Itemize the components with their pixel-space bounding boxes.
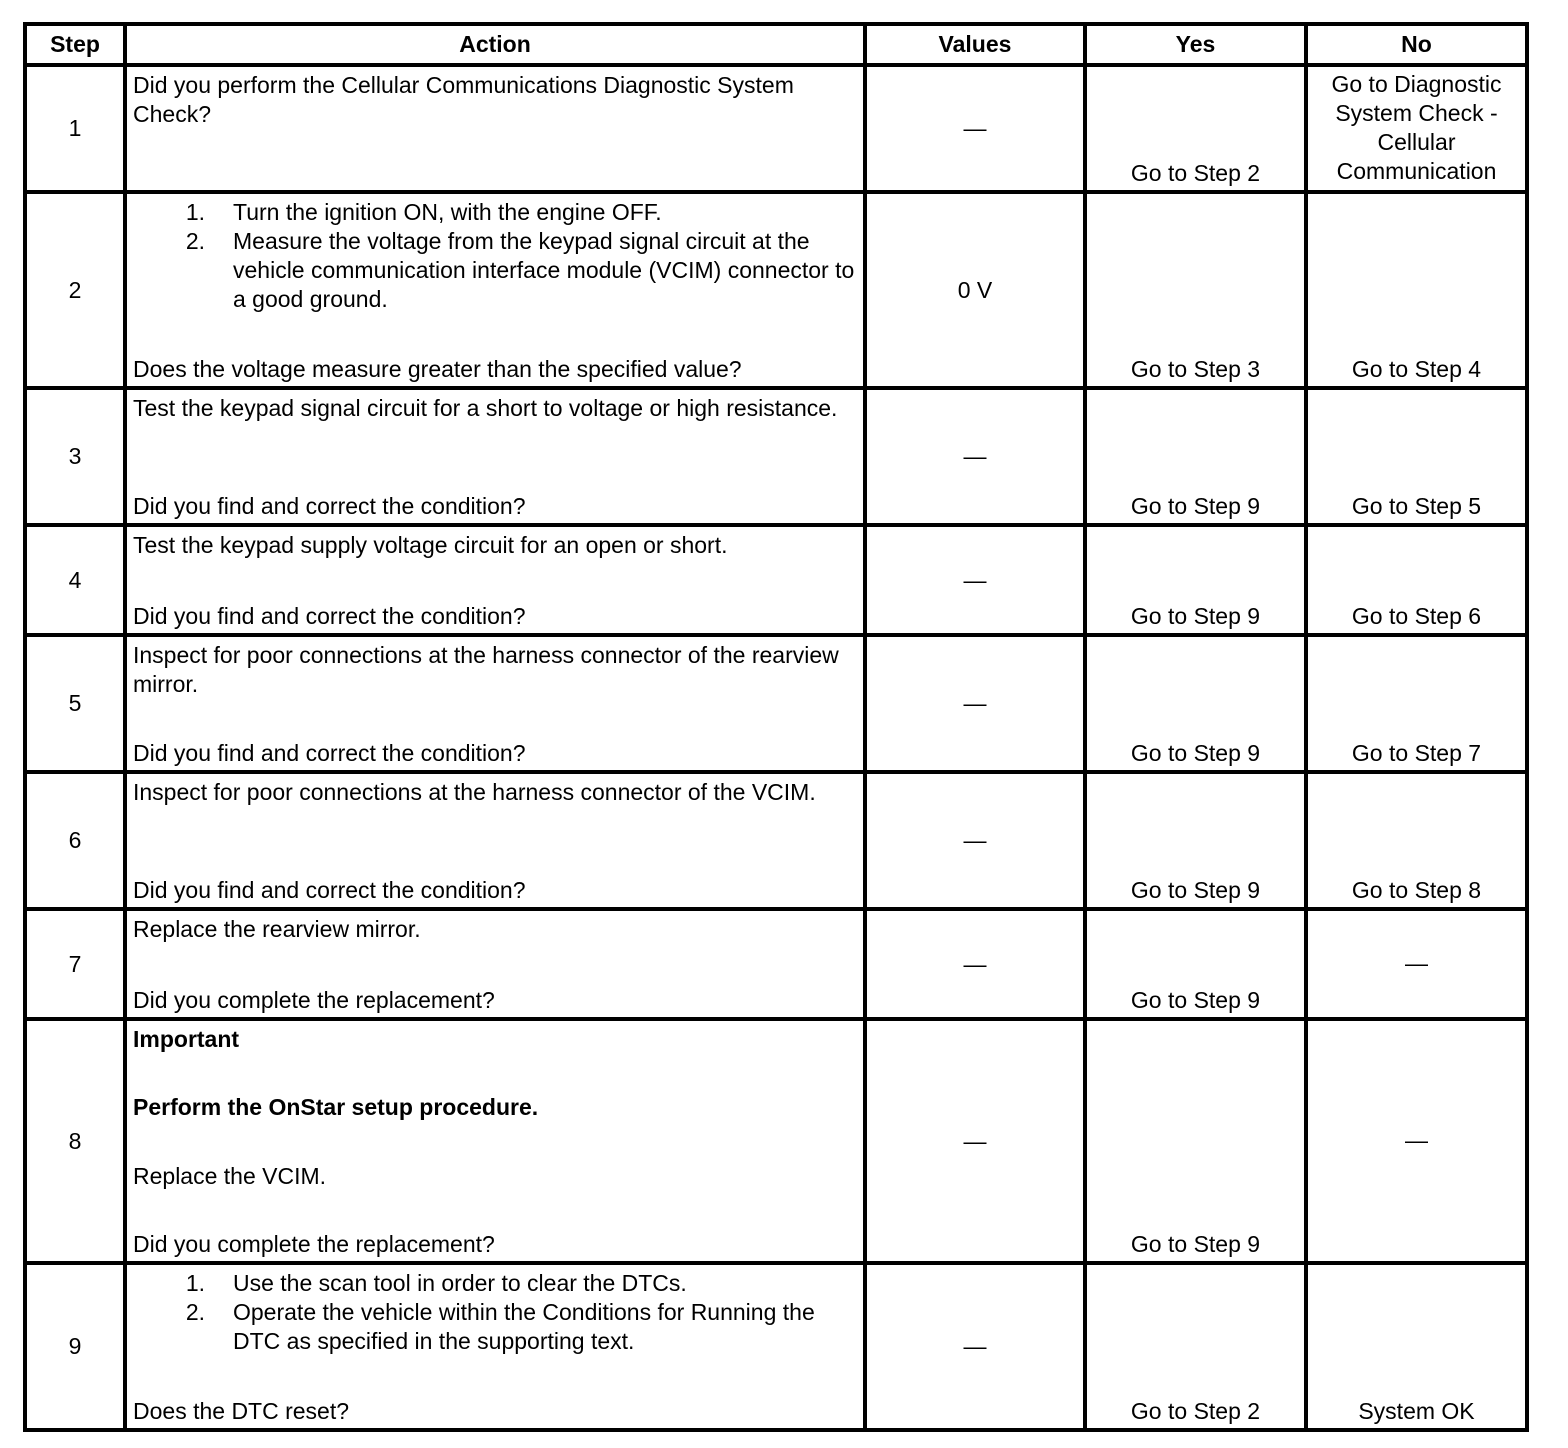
table-row [25,909,1527,1019]
diagnostic-table [23,22,1529,1432]
action-cell [125,772,865,909]
list-number: 2. [185,1299,205,1325]
action-list [133,1269,857,1356]
value-cell: — [865,525,1085,635]
action-cell [125,525,865,635]
action-cell [125,1019,865,1263]
action-question: Does the DTC reset? [133,1398,350,1424]
action-question: Did you find and correct the condition? [133,603,526,629]
yes-cell: Go to Step 9 [1085,772,1306,909]
step-number: 9 [25,1263,125,1430]
value-cell: — [865,65,1085,192]
list-item [133,227,857,314]
list-number: 1. [185,1270,205,1296]
no-cell: Go to Step 5 [1306,388,1527,525]
header-values: Values [865,24,1085,65]
list-text: Operate the vehicle within the Conditions for Running the DTC as specified in the supporting text. [233,1299,815,1354]
list-text: Turn the ignition ON, with the engine OFF. [233,199,662,225]
value-cell: — [865,635,1085,772]
value-cell: — [865,1019,1085,1263]
header-yes: Yes [1085,24,1306,65]
important-text: Perform the OnStar setup procedure. [133,1094,539,1121]
list-item [133,1269,857,1298]
header-step: Step [25,24,125,65]
action-text: Test the keypad signal circuit for a short to voltage or high resistance. [133,395,838,421]
table-row [25,1263,1527,1430]
step-number: 3 [25,388,125,525]
action-text: Inspect for poor connections at the harness connector of the rearview mirror. [133,642,839,697]
action-question: Did you complete the replacement? [133,1230,495,1257]
action-list [133,198,857,314]
step-number: 6 [25,772,125,909]
step-number: 8 [25,1019,125,1263]
list-item [133,198,857,227]
no-cell: Go to Step 4 [1306,192,1527,388]
yes-cell: Go to Step 2 [1085,65,1306,192]
action-text: Replace the VCIM. [133,1162,327,1189]
header-action: Action [125,24,865,65]
action-cell [125,1263,865,1430]
value-cell: — [865,1263,1085,1430]
list-number: 2. [185,228,205,254]
value-cell: — [865,909,1085,1019]
table-row [25,635,1527,772]
no-cell: Go to Step 7 [1306,635,1527,772]
yes-cell: Go to Step 9 [1085,1019,1306,1263]
table-row [25,388,1527,525]
header-no: No [1306,24,1527,65]
step-number: 5 [25,635,125,772]
action-cell [125,635,865,772]
step-number: 7 [25,909,125,1019]
yes-cell: Go to Step 9 [1085,388,1306,525]
action-text: Inspect for poor connections at the harness connector of the VCIM. [133,779,816,805]
no-cell: Go to Step 6 [1306,525,1527,635]
no-cell: Go to Step 8 [1306,772,1527,909]
action-text: Replace the rearview mirror. [133,916,421,942]
table-row [25,1019,1527,1263]
action-question: Did you find and correct the condition? [133,877,526,903]
list-text: Measure the voltage from the keypad signal circuit at the vehicle communication interface module (VCIM) connector to a good ground. [233,228,855,312]
yes-cell: Go to Step 9 [1085,635,1306,772]
no-cell: Go to Diagnostic System Check - Cellular Communication [1306,65,1527,192]
table-row [25,772,1527,909]
table-row [25,192,1527,388]
table-row [25,525,1527,635]
action-cell [125,909,865,1019]
action-cell [125,388,865,525]
step-number: 4 [25,525,125,635]
action-cell [125,65,865,192]
no-cell: — [1306,1019,1527,1263]
action-question: Did you find and correct the condition? [133,493,526,519]
action-text: Did you perform the Cellular Communications Diagnostic System Check? [133,72,794,127]
yes-cell: Go to Step 9 [1085,909,1306,1019]
header-row [25,24,1527,65]
step-number: 2 [25,192,125,388]
no-cell: System OK [1306,1263,1527,1430]
table-row [25,65,1527,192]
yes-cell: Go to Step 9 [1085,525,1306,635]
action-question: Does the voltage measure greater than the specified value? [133,356,742,382]
list-text: Use the scan tool in order to clear the DTCs. [233,1270,687,1296]
value-cell: — [865,388,1085,525]
action-question: Did you complete the replacement? [133,987,495,1013]
value-cell: — [865,772,1085,909]
action-text: Test the keypad supply voltage circuit for an open or short. [133,532,728,558]
important-heading: Important [133,1026,240,1052]
list-item [133,1298,857,1356]
step-number: 1 [25,65,125,192]
list-number: 1. [185,199,205,225]
value-cell: 0 V [865,192,1085,388]
yes-cell: Go to Step 2 [1085,1263,1306,1430]
action-question: Did you find and correct the condition? [133,740,526,766]
no-cell: — [1306,909,1527,1019]
action-cell [125,192,865,388]
yes-cell: Go to Step 3 [1085,192,1306,388]
